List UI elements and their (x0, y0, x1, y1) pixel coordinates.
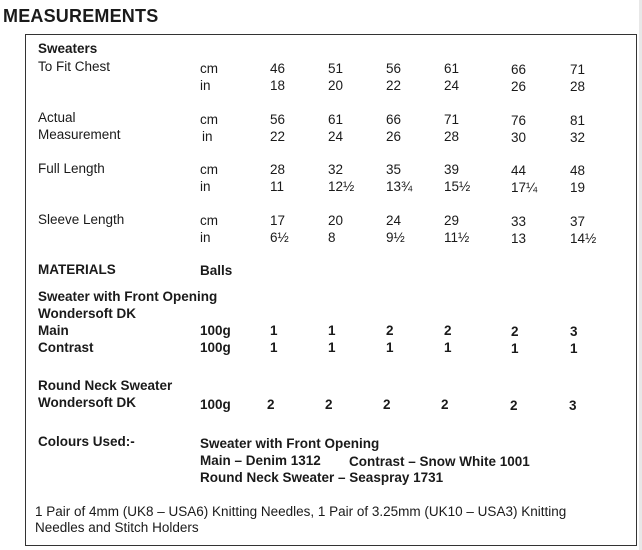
size-cm: 56 (386, 61, 402, 76)
sleeve-in: 14½ (570, 231, 597, 246)
colours-front-opening: Sweater with Front Opening (200, 436, 380, 451)
unit-in: in (200, 179, 211, 194)
round-neck-balls: 2 (441, 397, 449, 412)
contrast-balls: 1 (270, 340, 278, 355)
full-length-cm: 44 (511, 163, 527, 178)
size-cm: 61 (444, 61, 460, 76)
full-length-cm: 48 (570, 163, 586, 178)
contrast-balls: 1 (328, 340, 336, 355)
full-length-cm: 35 (386, 162, 402, 177)
full-length-label: Full Length (38, 161, 105, 176)
contrast-label: Contrast (38, 340, 94, 355)
actual-cm: 61 (328, 112, 344, 127)
actual-in: 30 (511, 130, 527, 145)
unit-in: in (200, 230, 211, 245)
round-neck-balls: 2 (383, 397, 391, 412)
colours-contrast: Contrast – Snow White 1001 (349, 454, 530, 469)
full-length-in: 17¼ (511, 180, 538, 195)
unit-cm: cm (200, 162, 218, 177)
contrast-balls: 1 (386, 340, 394, 355)
round-neck-balls: 3 (569, 398, 577, 413)
size-cm: 71 (570, 62, 586, 77)
front-opening-title: Sweater with Front Opening (38, 289, 218, 304)
actual-cm: 81 (570, 113, 586, 128)
sleeve-length-label: Sleeve Length (38, 212, 125, 227)
contrast-balls: 1 (444, 340, 452, 355)
full-length-in: 13¾ (386, 179, 413, 194)
actual-in: 24 (328, 129, 344, 144)
actual-label: Actual (38, 110, 76, 125)
colours-used-label: Colours Used:- (38, 434, 135, 449)
unit-cm: cm (200, 112, 218, 127)
actual-in: 32 (570, 130, 586, 145)
round-neck-balls: 2 (325, 397, 333, 412)
sleeve-cm: 37 (570, 214, 586, 229)
round-neck-yarn: Wondersoft DK (38, 395, 136, 410)
actual-cm: 76 (511, 113, 527, 128)
sweaters-heading: Sweaters (38, 41, 98, 56)
unit-cm: cm (200, 213, 218, 228)
main-label: Main (38, 323, 69, 338)
to-fit-chest-label: To Fit Chest (38, 59, 111, 74)
actual-in: 28 (444, 129, 460, 144)
contrast-balls: 1 (511, 341, 519, 356)
actual-cm: 66 (386, 112, 402, 127)
main-balls: 1 (270, 323, 278, 338)
full-length-cm: 32 (328, 162, 344, 177)
front-opening-yarn: Wondersoft DK (38, 306, 136, 321)
main-balls: 2 (386, 323, 394, 338)
size-in: 24 (444, 78, 460, 93)
size-cm: 66 (511, 62, 527, 77)
sleeve-cm: 29 (444, 213, 460, 228)
main-balls: 3 (570, 324, 578, 339)
size-cm: 46 (270, 61, 286, 76)
actual-cm: 71 (444, 112, 460, 127)
balls-label: Balls (200, 263, 233, 278)
size-in: 26 (511, 79, 527, 94)
full-length-in: 19 (570, 180, 586, 195)
round-neck-balls: 2 (267, 397, 275, 412)
main-weight: 100g (200, 323, 231, 338)
colours-main: Main – Denim 1312 (200, 453, 321, 468)
full-length-cm: 39 (444, 162, 460, 177)
unit-in: in (200, 78, 211, 93)
measurement-label: Measurement (38, 127, 121, 142)
sleeve-in: 9½ (386, 230, 405, 245)
full-length-in: 11 (270, 179, 285, 194)
main-balls: 1 (328, 323, 336, 338)
actual-cm: 56 (270, 112, 286, 127)
full-length-in: 15½ (444, 179, 471, 194)
round-neck-balls: 2 (510, 398, 518, 413)
main-balls: 2 (444, 323, 452, 338)
page-title: MEASUREMENTS (3, 6, 159, 26)
size-cm: 51 (328, 61, 344, 76)
unit-in: in (202, 129, 213, 144)
contrast-weight: 100g (200, 340, 231, 355)
colours-round-neck: Round Neck Sweater – Seaspray 1731 (200, 470, 444, 485)
sleeve-in: 8 (328, 230, 336, 245)
actual-in: 26 (386, 129, 402, 144)
materials-heading: MATERIALS (38, 262, 116, 277)
sleeve-in: 11½ (444, 230, 470, 245)
sleeve-cm: 24 (386, 213, 402, 228)
needles-line-1: 1 Pair of 4mm (UK8 – USA6) Knitting Needles, 1 Pair of 3.25mm (UK10 – USA3) Knitting (35, 504, 567, 519)
round-neck-title: Round Neck Sweater (38, 378, 173, 393)
contrast-balls: 1 (570, 341, 578, 356)
actual-in: 22 (270, 129, 286, 144)
size-in: 28 (570, 79, 586, 94)
needles-line-2: Needles and Stitch Holders (35, 520, 199, 535)
unit-cm: cm (200, 61, 218, 76)
main-balls: 2 (511, 324, 519, 339)
sleeve-in: 13 (511, 231, 527, 246)
round-neck-weight: 100g (200, 397, 231, 412)
sleeve-cm: 17 (270, 213, 286, 228)
size-in: 22 (386, 78, 402, 93)
full-length-in: 12½ (328, 179, 355, 194)
size-in: 18 (270, 78, 286, 93)
sleeve-cm: 20 (328, 213, 344, 228)
full-length-cm: 28 (270, 162, 286, 177)
size-in: 20 (328, 78, 344, 93)
sleeve-cm: 33 (511, 214, 527, 229)
sleeve-in: 6½ (270, 230, 289, 245)
